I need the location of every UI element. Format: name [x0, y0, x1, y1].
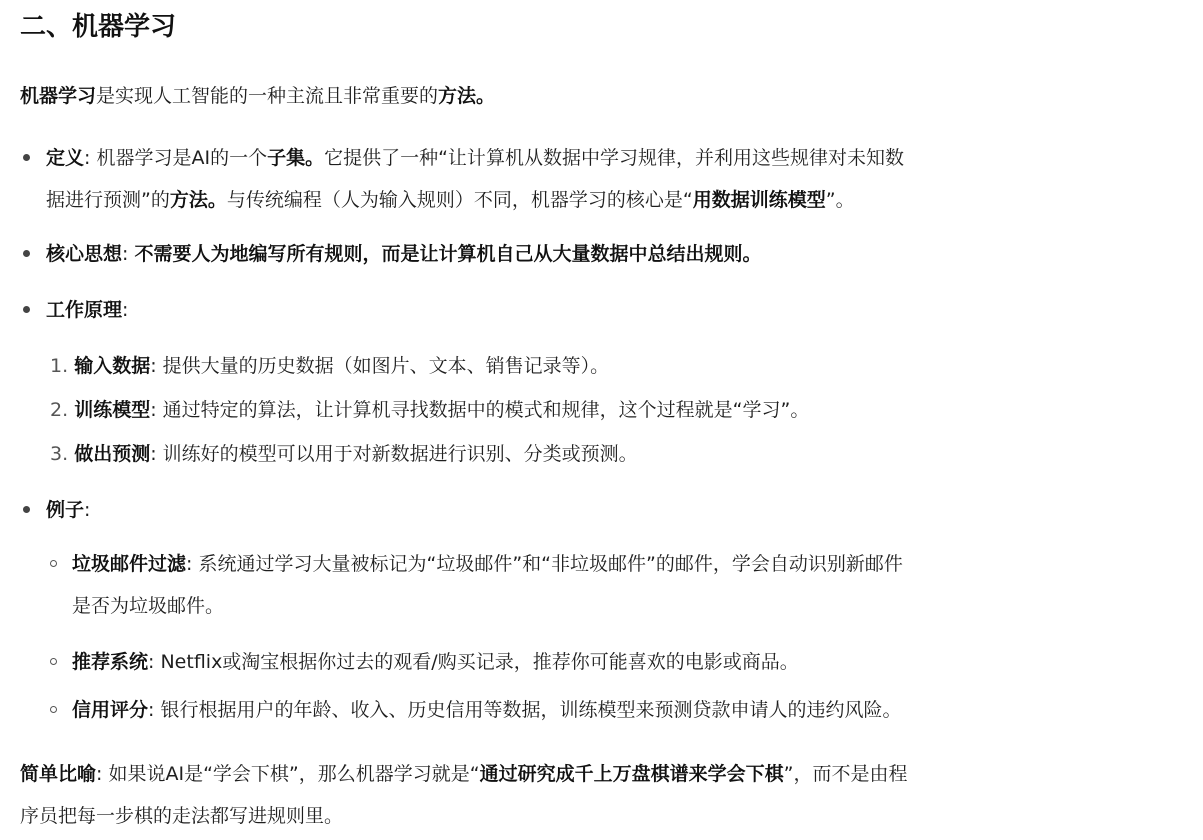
step-number: 1. — [50, 355, 69, 377]
example-item-continued: 是否为垃圾邮件。 — [72, 595, 225, 617]
step-item: 2. 训练模型: 通过特定的算法，让计算机寻找数据中的模式和规律，这个过程就是“学习”。 — [50, 399, 810, 421]
core-idea-label: 核心思想 — [46, 243, 123, 265]
example-item: 信用评分: 银行根据用户的年龄、收入、历史信用等数据，训练模型来预测贷款申请人的违约风险。 — [72, 699, 902, 721]
definition-line-1: 定义: 机器学习是AI的一个子集。它提供了一种“让计算机从数据中学习规律，并利用这些规律对未知数 — [46, 147, 904, 169]
intro-bold-method: 方法。 — [438, 85, 496, 107]
intro-paragraph — [20, 78, 495, 114]
step-item: 1. 输入数据: 提供大量的历史数据（如图片、文本、销售记录等）。 — [50, 355, 610, 377]
intro-text: 是实现人工智能的一种主流且非常重要的 — [96, 85, 439, 107]
definition-line-2: 据进行预测”的方法。与传统编程（人为输入规则）不同，机器学习的核心是“用数据训练模型”。 — [46, 189, 855, 211]
examples-label: 例子 — [46, 499, 85, 521]
bullet-circle-icon — [50, 706, 57, 713]
analogy-line-2: 序员把每一步棋的走法都写进规则里。 — [20, 805, 344, 827]
bullet-disc-icon — [23, 306, 30, 313]
analogy-line-1: 简单比喻: 如果说AI是“学会下棋”，那么机器学习就是“通过研究成千上万盘棋谱来学会下棋”，而不是由程 — [20, 763, 908, 785]
bullet-disc-icon — [23, 154, 30, 161]
principle-label: 工作原理 — [46, 299, 123, 321]
bullet-circle-icon — [50, 560, 57, 567]
core-idea-line: 核心思想: 不需要人为地编写所有规则，而是让计算机自己从大量数据中总结出规则。 — [46, 243, 762, 265]
example-item: 推荐系统: Netflix或淘宝根据你过去的观看/购买记录，推荐你可能喜欢的电影或商品。 — [72, 651, 799, 673]
example-item: 垃圾邮件过滤: 系统通过学习大量被标记为“垃圾邮件”和“非垃圾邮件”的邮件，学会自动识别新邮件 — [72, 553, 903, 575]
intro-bold-term: 机器学习 — [20, 85, 97, 107]
definition-label: 定义 — [46, 147, 85, 169]
examples-line: 例子: — [46, 499, 91, 521]
bullet-disc-icon — [23, 250, 30, 257]
step-number: 3. — [50, 443, 69, 465]
bullet-circle-icon — [50, 658, 57, 665]
analogy-label: 简单比喻 — [20, 763, 97, 785]
principle-line: 工作原理: — [46, 299, 129, 321]
bullet-disc-icon — [23, 506, 30, 513]
core-idea-text: 不需要人为地编写所有规则，而是让计算机自己从大量数据中总结出规则。 — [134, 243, 762, 265]
section-heading: 二、机器学习 — [20, 12, 177, 42]
step-number: 2. — [50, 399, 69, 421]
step-item: 3. 做出预测: 训练好的模型可以用于对新数据进行识别、分类或预测。 — [50, 443, 638, 465]
